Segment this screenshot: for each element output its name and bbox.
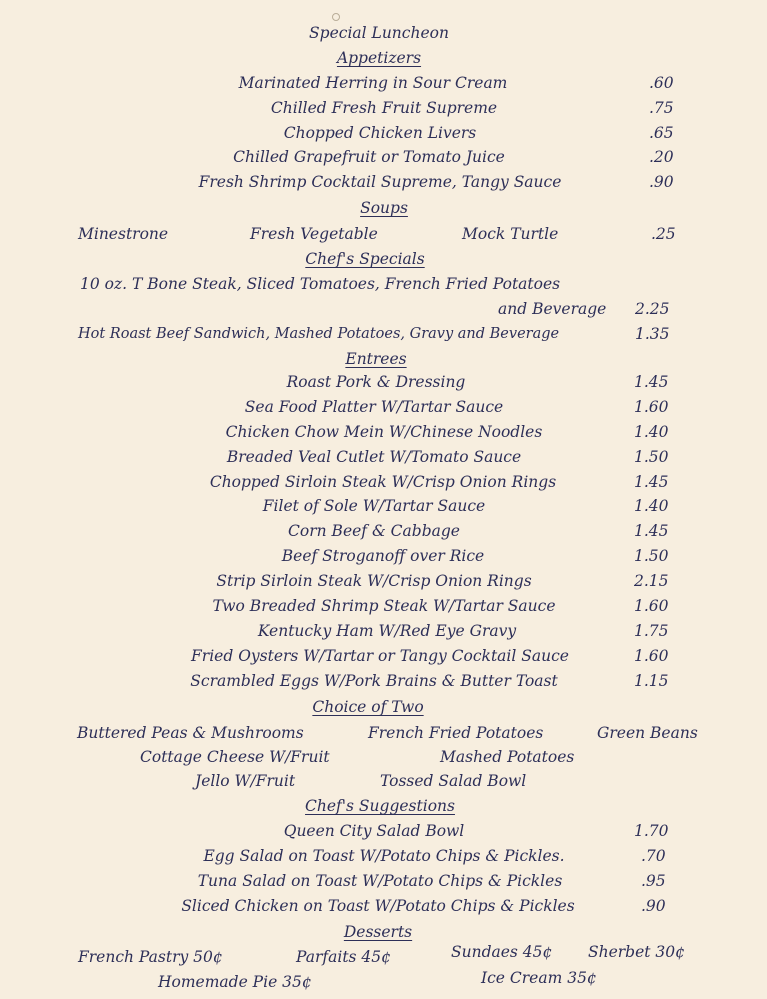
appetizer-item: Chilled Grapefruit or Tomato Juice — [233, 148, 505, 166]
soups-heading: Soups — [360, 199, 408, 217]
appetizer-price: .75 — [649, 99, 674, 117]
entree-item: Beef Stroganoff over Rice — [281, 547, 485, 565]
punch-hole — [332, 13, 340, 21]
entree-price: 1.60 — [634, 647, 669, 665]
entree-price: 1.50 — [634, 547, 669, 565]
entree-item: Chopped Sirloin Steak W/Crisp Onion Rings — [209, 473, 557, 491]
entree-price: 1.45 — [634, 473, 669, 491]
soup-item: Minestrone — [78, 225, 169, 243]
appetizer-item: Fresh Shrimp Cocktail Supreme, Tangy Sauce — [198, 173, 562, 191]
side-item: Tossed Salad Bowl — [380, 772, 527, 790]
side-item: Cottage Cheese W/Fruit — [140, 748, 330, 766]
special-item: Hot Roast Beef Sandwich, Mashed Potatoes, Gravy and Beverage — [78, 326, 560, 342]
menu-title: Special Luncheon — [309, 24, 449, 42]
entree-item: Two Breaded Shrimp Steak W/Tartar Sauce — [212, 597, 556, 615]
entree-item: Corn Beef & Cabbage — [288, 522, 460, 540]
entree-price: 1.60 — [634, 597, 669, 615]
entree-price: 1.40 — [634, 423, 669, 441]
soup-item: Fresh Vegetable — [250, 225, 378, 243]
side-item: Jello W/Fruit — [195, 772, 296, 790]
suggestion-item: Sliced Chicken on Toast W/Potato Chips & Pickles — [181, 897, 575, 915]
entree-item: Scrambled Eggs W/Pork Brains & Butter Toast — [190, 672, 558, 690]
dessert-item: Sherbet 30¢ — [588, 943, 686, 961]
dessert-item: Ice Cream 35¢ — [481, 969, 597, 987]
suggestion-price: .70 — [641, 847, 666, 865]
entree-item: Roast Pork & Dressing — [286, 373, 466, 391]
choice-of-two-heading: Choice of Two — [312, 698, 424, 716]
dessert-item: Homemade Pie 35¢ — [158, 973, 312, 991]
appetizers-heading: Appetizers — [336, 49, 422, 67]
side-item: Buttered Peas & Mushrooms — [77, 724, 304, 742]
desserts-heading: Desserts — [343, 923, 413, 941]
entrees-heading: Entrees — [345, 350, 407, 368]
entree-price: 1.60 — [634, 398, 669, 416]
suggestion-price: .95 — [641, 872, 666, 890]
suggestion-price: 1.70 — [634, 822, 669, 840]
entree-price: 1.50 — [634, 448, 669, 466]
entree-price: 1.40 — [634, 497, 669, 515]
side-item: Green Beans — [597, 724, 698, 742]
appetizer-price: .60 — [649, 74, 674, 92]
special-item-continued: and Beverage — [498, 300, 607, 318]
soup-price: .25 — [651, 225, 676, 243]
dessert-item: Parfaits 45¢ — [296, 948, 392, 966]
appetizer-price: .65 — [649, 124, 674, 142]
side-item: French Fried Potatoes — [368, 724, 544, 742]
entree-price: 1.45 — [634, 373, 669, 391]
special-price: 2.25 — [635, 300, 670, 318]
entree-item: Filet of Sole W/Tartar Sauce — [262, 497, 486, 515]
entree-price: 1.15 — [634, 672, 669, 690]
suggestion-item: Queen City Salad Bowl — [283, 822, 465, 840]
appetizer-item: Marinated Herring in Sour Cream — [238, 74, 508, 92]
entree-price: 1.45 — [634, 522, 669, 540]
suggestion-item: Egg Salad on Toast W/Potato Chips & Pickles. — [203, 847, 565, 865]
appetizer-item: Chilled Fresh Fruit Supreme — [270, 99, 498, 117]
entree-price: 2.15 — [634, 572, 669, 590]
entree-item: Kentucky Ham W/Red Eye Gravy — [257, 622, 517, 640]
entree-item: Breaded Veal Cutlet W/Tomato Sauce — [226, 448, 522, 466]
entree-price: 1.75 — [634, 622, 669, 640]
appetizer-price: .20 — [649, 148, 674, 166]
entree-item: Sea Food Platter W/Tartar Sauce — [244, 398, 504, 416]
entree-item: Chicken Chow Mein W/Chinese Noodles — [225, 423, 543, 441]
entree-item: Fried Oysters W/Tartar or Tangy Cocktail Sauce — [191, 647, 569, 665]
suggestion-price: .90 — [641, 897, 666, 915]
chefs-specials-heading: Chef's Specials — [305, 250, 425, 268]
suggestion-item: Tuna Salad on Toast W/Potato Chips & Pickles — [197, 872, 563, 890]
chefs-suggestions-heading: Chef's Suggestions — [305, 797, 455, 815]
dessert-item: Sundaes 45¢ — [451, 943, 553, 961]
entree-item: Strip Sirloin Steak W/Crisp Onion Rings — [216, 572, 532, 590]
appetizer-price: .90 — [649, 173, 674, 191]
special-item: 10 oz. T Bone Steak, Sliced Tomatoes, French Fried Potatoes — [80, 275, 561, 293]
soup-item: Mock Turtle — [462, 225, 559, 243]
appetizer-item: Chopped Chicken Livers — [283, 124, 477, 142]
special-price: 1.35 — [635, 325, 670, 343]
side-item: Mashed Potatoes — [440, 748, 575, 766]
dessert-item: French Pastry 50¢ — [78, 948, 223, 966]
